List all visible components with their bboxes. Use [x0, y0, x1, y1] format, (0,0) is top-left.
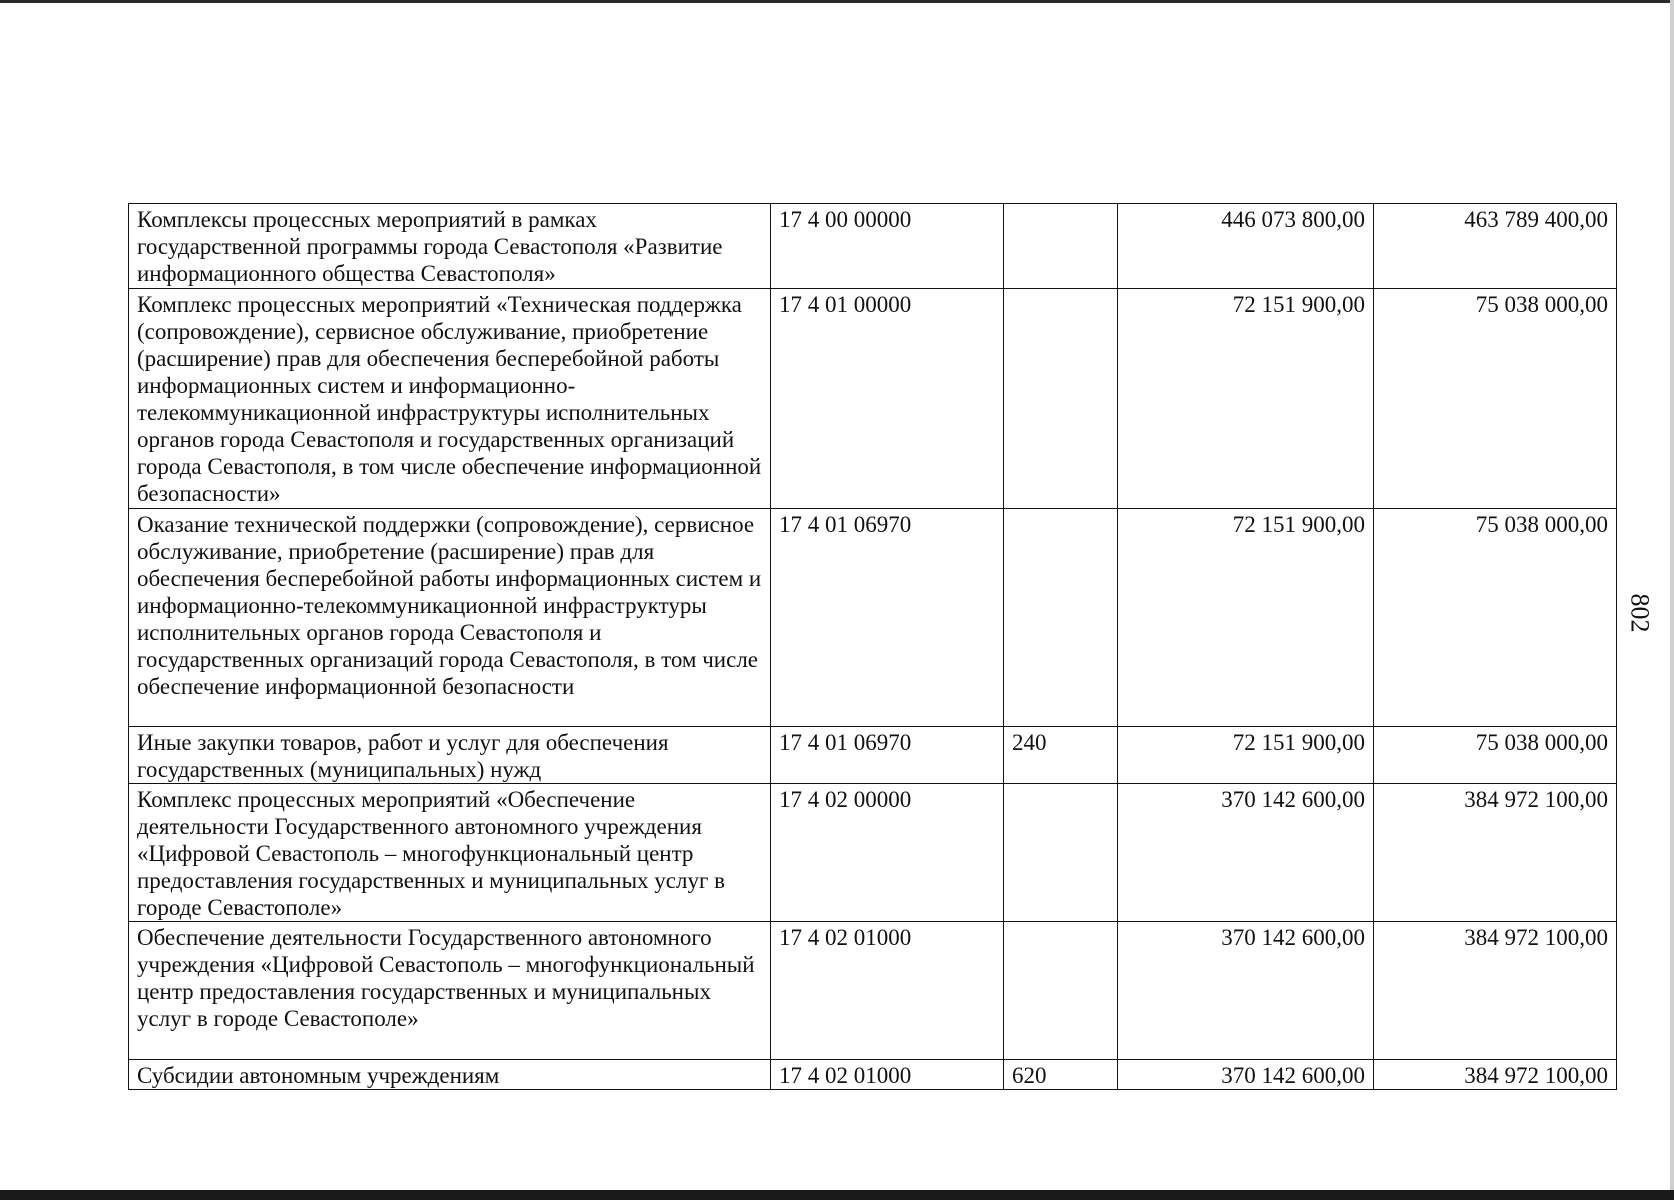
amount-year2-cell: 75 038 000,00: [1374, 509, 1617, 727]
target-article-code-cell: 17 4 02 01000: [771, 922, 1004, 1060]
amount-year2-cell: 384 972 100,00: [1374, 784, 1617, 922]
amount-year1-cell: 72 151 900,00: [1118, 289, 1374, 509]
table-row: [129, 289, 1617, 509]
amount-year1-cell: 370 142 600,00: [1118, 922, 1374, 1060]
amount-year2-cell: 384 972 100,00: [1374, 1060, 1617, 1090]
target-article-code-cell: 17 4 02 01000: [771, 1060, 1004, 1090]
row-name-cell: Оказание технической поддержки (сопровождение), сервисное обслуживание, приобретение (расширение) прав для обеспечения бесперебойной работы информационных систем и информационно-телекоммуникационной инфраструктуры исполнительных органов города Севастополя и государственных организаций города Севастополя, в том числе обеспечение информационной безопасности: [129, 509, 771, 727]
amount-year1-cell: 370 142 600,00: [1118, 784, 1374, 922]
scan-right-edge: [1670, 0, 1674, 1200]
amount-year1-cell: 446 073 800,00: [1118, 204, 1374, 289]
expense-type-code-cell: [1004, 289, 1118, 509]
budget-table: [128, 203, 1617, 1090]
amount-year2-cell: 463 789 400,00: [1374, 204, 1617, 289]
row-name-cell: Комплекс процессных мероприятий «Техническая поддержка (сопровождение), сервисное обслуживание, приобретение (расширение) прав для обеспечения бесперебойной работы информационных систем и информационно-телекоммуникационной инфраструктуры исполнительных органов города Севастополя и государственных организаций города Севастополя, в том числе обеспечение информационной безопасности»: [129, 289, 771, 509]
row-name-cell: Комплексы процессных мероприятий в рамках государственной программы города Севастополя «Развитие информационного общества Севастополя»: [129, 204, 771, 289]
amount-year2-cell: 75 038 000,00: [1374, 289, 1617, 509]
expense-type-code-cell: 240: [1004, 727, 1118, 784]
table-row: [129, 784, 1617, 922]
target-article-code-cell: 17 4 01 06970: [771, 509, 1004, 727]
expense-type-code-cell: [1004, 509, 1118, 727]
table-row: [129, 727, 1617, 784]
scan-bottom-edge: [0, 1190, 1674, 1200]
target-article-code-cell: 17 4 01 00000: [771, 289, 1004, 509]
row-name-cell: Субсидии автономным учреждениям: [129, 1060, 771, 1090]
table-row: [129, 1060, 1617, 1090]
amount-year2-cell: 75 038 000,00: [1374, 727, 1617, 784]
target-article-code-cell: 17 4 01 06970: [771, 727, 1004, 784]
row-name-cell: Комплекс процессных мероприятий «Обеспечение деятельности Государственного автономного учреждения «Цифровой Севастополь – многофункциональный центр предоставления государственных и муниципальных услуг в городе Севастополе»: [129, 784, 771, 922]
amount-year1-cell: 370 142 600,00: [1118, 1060, 1374, 1090]
amount-year2-cell: 384 972 100,00: [1374, 922, 1617, 1060]
expense-type-code-cell: [1004, 922, 1118, 1060]
target-article-code-cell: 17 4 02 00000: [771, 784, 1004, 922]
expense-type-code-cell: [1004, 204, 1118, 289]
page-number: 802: [1625, 593, 1655, 633]
amount-year1-cell: 72 151 900,00: [1118, 509, 1374, 727]
target-article-code-cell: 17 4 00 00000: [771, 204, 1004, 289]
row-name-cell: Обеспечение деятельности Государственного автономного учреждения «Цифровой Севастополь – многофункциональный центр предоставления государственных и муниципальных услуг в городе Севастополе»: [129, 922, 771, 1060]
table-row: [129, 509, 1617, 727]
expense-type-code-cell: [1004, 784, 1118, 922]
row-name-cell: Иные закупки товаров, работ и услуг для обеспечения государственных (муниципальных) нужд: [129, 727, 771, 784]
table-row: [129, 204, 1617, 289]
scan-top-edge: [0, 0, 1674, 3]
table-row: [129, 922, 1617, 1060]
expense-type-code-cell: 620: [1004, 1060, 1118, 1090]
amount-year1-cell: 72 151 900,00: [1118, 727, 1374, 784]
